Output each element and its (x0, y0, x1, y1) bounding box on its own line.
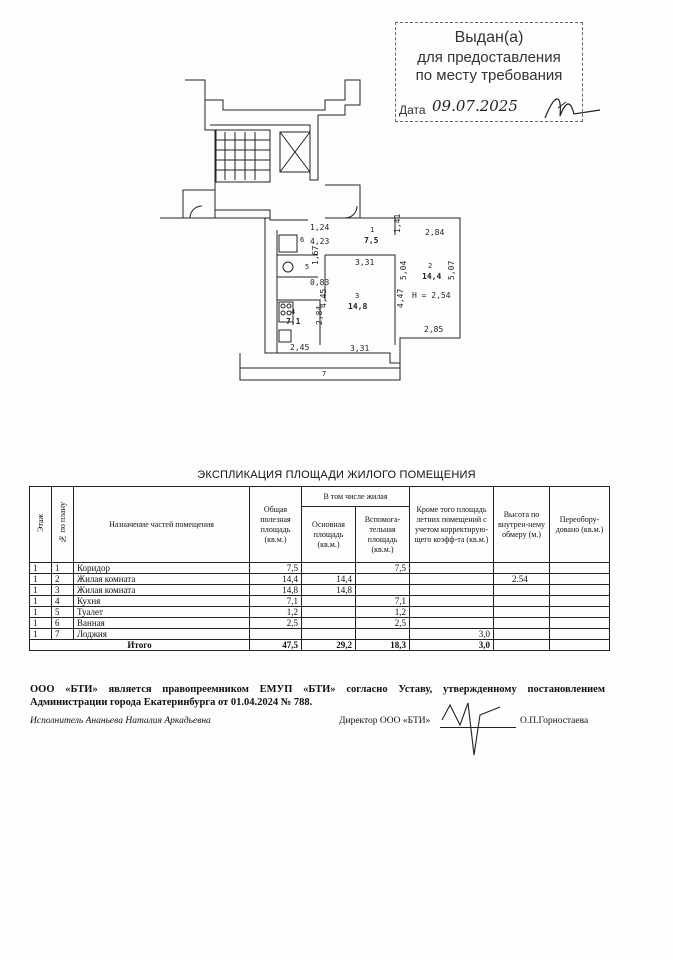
header-main: Основная площадь (кв.м.) (302, 507, 356, 563)
cell-aux (356, 629, 410, 640)
stamp-date-label: Дата (399, 103, 426, 117)
cell-total: 2,5 (250, 618, 302, 629)
cell-no: 4 (52, 596, 74, 607)
cell-reequipped (550, 563, 610, 574)
cell-floor: 1 (30, 629, 52, 640)
header-incl: В том числе жилая (302, 487, 410, 507)
director-name: О.П.Горностаева (520, 716, 589, 726)
total-main: 29,2 (302, 640, 356, 651)
cell-no: 7 (52, 629, 74, 640)
cell-name: Кухня (74, 596, 250, 607)
cell-main (302, 618, 356, 629)
stamp-date-value: 09.07.2025 (432, 97, 518, 115)
cell-name: Жилая комната (74, 574, 250, 585)
cell-reequipped (550, 574, 610, 585)
total-total: 47,5 (250, 640, 302, 651)
cell-main (302, 629, 356, 640)
cell-floor: 1 (30, 585, 52, 596)
executor-line: Исполнитель Ананьева Наталия Аркадьевна (30, 716, 211, 726)
stamp-signature (540, 88, 610, 128)
cell-reequipped (550, 618, 610, 629)
cell-height (494, 585, 550, 596)
stamp-line-1: Выдан(а) (454, 29, 524, 46)
dim-2-84-left: 2,84 (315, 305, 324, 325)
cell-no: 6 (52, 618, 74, 629)
stamp-line-2: для предоставления (417, 49, 561, 66)
dim-2-45: 2,45 (290, 343, 310, 352)
cell-floor: 1 (30, 574, 52, 585)
cell-reequipped (550, 596, 610, 607)
header-plan-no: № по плану (52, 487, 74, 563)
table-row (30, 585, 610, 596)
cell-floor: 1 (30, 596, 52, 607)
dim-1-67: 1,67 (311, 245, 320, 265)
stamp-line-3: по месту требования (415, 67, 563, 84)
room-1-area: 7,5 (364, 236, 379, 245)
cell-aux: 1,2 (356, 607, 410, 618)
dim-3-31-top: 3,31 (355, 258, 375, 267)
total-row (30, 640, 610, 651)
room-2-number: 2 (428, 262, 433, 270)
dim-1-41: 1,41 (393, 213, 402, 233)
dim-1-24: 1,24 (310, 223, 330, 232)
floor-plan (150, 70, 480, 390)
cell-total (250, 629, 302, 640)
table-row (30, 563, 610, 574)
cell-floor: 1 (30, 607, 52, 618)
table-row (30, 629, 610, 640)
room-5-number: 5 (305, 263, 310, 271)
room-6-number: 6 (300, 236, 305, 244)
room-3-area: 14,8 (348, 302, 368, 311)
cell-no: 2 (52, 574, 74, 585)
cell-reequipped (550, 585, 610, 596)
cell-aux: 2,5 (356, 618, 410, 629)
table-row (30, 574, 610, 585)
total-height (494, 640, 550, 651)
header-total: Общая полезная площадь (кв.м.) (250, 487, 302, 563)
header-name: Назначение частей помещения (74, 487, 250, 563)
explication-table (29, 486, 610, 651)
dim-5-04: 5,04 (399, 260, 408, 280)
cell-no: 3 (52, 585, 74, 596)
cell-height (494, 596, 550, 607)
room-1-number: 1 (370, 226, 375, 234)
cell-main (302, 563, 356, 574)
cell-total: 7,1 (250, 596, 302, 607)
cell-name: Жилая комната (74, 585, 250, 596)
total-aux: 18,3 (356, 640, 410, 651)
cell-summer (410, 607, 494, 618)
dim-4-45: 4,45 (319, 288, 328, 308)
cell-aux (356, 574, 410, 585)
explication-title: ЭКСПЛИКАЦИЯ ПЛОЩАДИ ЖИЛОГО ПОМЕЩЕНИЯ (197, 469, 476, 481)
cell-height (494, 618, 550, 629)
legal-note: ООО «БТИ» является правопреемником ЕМУП «БТИ» согласно Уставу, утвержденному постановлением Администрации города Екатеринбурга от 01.04.2024 № 788. (30, 684, 605, 708)
cell-height (494, 629, 550, 640)
header-height: Высота по внутрен-нему обмеру (м.) (494, 487, 550, 563)
total-label: Итого (30, 640, 250, 651)
header-floor: Этаж (30, 487, 52, 563)
cell-summer (410, 574, 494, 585)
cell-name: Лоджия (74, 629, 250, 640)
dim-2-85: 2,85 (424, 325, 444, 334)
cell-aux: 7,1 (356, 596, 410, 607)
cell-summer (410, 585, 494, 596)
cell-summer (410, 618, 494, 629)
table-row (30, 596, 610, 607)
cell-name: Ванная (74, 618, 250, 629)
cell-no: 5 (52, 607, 74, 618)
ceiling-height: H = 2,54 (412, 291, 451, 300)
cell-floor: 1 (30, 618, 52, 629)
cell-no: 1 (52, 563, 74, 574)
total-reequipped (550, 640, 610, 651)
header-summer: Кроме того площадь летних помещений с учетом корректирую-щего коэфф-та (кв.м.) (410, 487, 494, 563)
room-7-number: 7 (322, 370, 327, 378)
cell-aux (356, 585, 410, 596)
dim-2-84-top: 2,84 (425, 228, 445, 237)
cell-name: Коридор (74, 563, 250, 574)
table-row (30, 607, 610, 618)
cell-height (494, 607, 550, 618)
cell-height (494, 563, 550, 574)
dim-0-83: 0,83 (310, 278, 330, 287)
cell-total: 14,4 (250, 574, 302, 585)
stairs (216, 130, 270, 182)
cell-reequipped (550, 629, 610, 640)
cell-name: Туалет (74, 607, 250, 618)
dim-3-31-bottom: 3,31 (350, 344, 370, 353)
cell-total: 7,5 (250, 563, 302, 574)
table-row (30, 618, 610, 629)
cell-main (302, 607, 356, 618)
cell-floor: 1 (30, 563, 52, 574)
cell-total: 1,2 (250, 607, 302, 618)
room-4-number: 4 (291, 308, 296, 316)
cell-summer (410, 563, 494, 574)
dim-5-07: 5,07 (447, 260, 456, 280)
director-signature (440, 695, 520, 765)
cell-main (302, 596, 356, 607)
cell-reequipped (550, 607, 610, 618)
cell-height: 2.54 (494, 574, 550, 585)
dim-4-23: 4,23 (310, 237, 330, 246)
header-reequipped: Переобору-довано (кв.м.) (550, 487, 610, 563)
header-aux: Вспомога-тельная площадь (кв.м.) (356, 507, 410, 563)
director-title: Директор ООО «БТИ» (339, 716, 431, 726)
dim-4-47: 4,47 (396, 288, 405, 308)
room-4-area: 7,1 (286, 317, 301, 326)
cell-summer: 3,0 (410, 629, 494, 640)
cell-total: 14,8 (250, 585, 302, 596)
cell-aux: 7,5 (356, 563, 410, 574)
cell-main: 14,4 (302, 574, 356, 585)
cell-summer (410, 596, 494, 607)
cell-main: 14,8 (302, 585, 356, 596)
room-2-area: 14,4 (422, 272, 442, 281)
total-summer: 3,0 (410, 640, 494, 651)
room-3-number: 3 (355, 292, 360, 300)
